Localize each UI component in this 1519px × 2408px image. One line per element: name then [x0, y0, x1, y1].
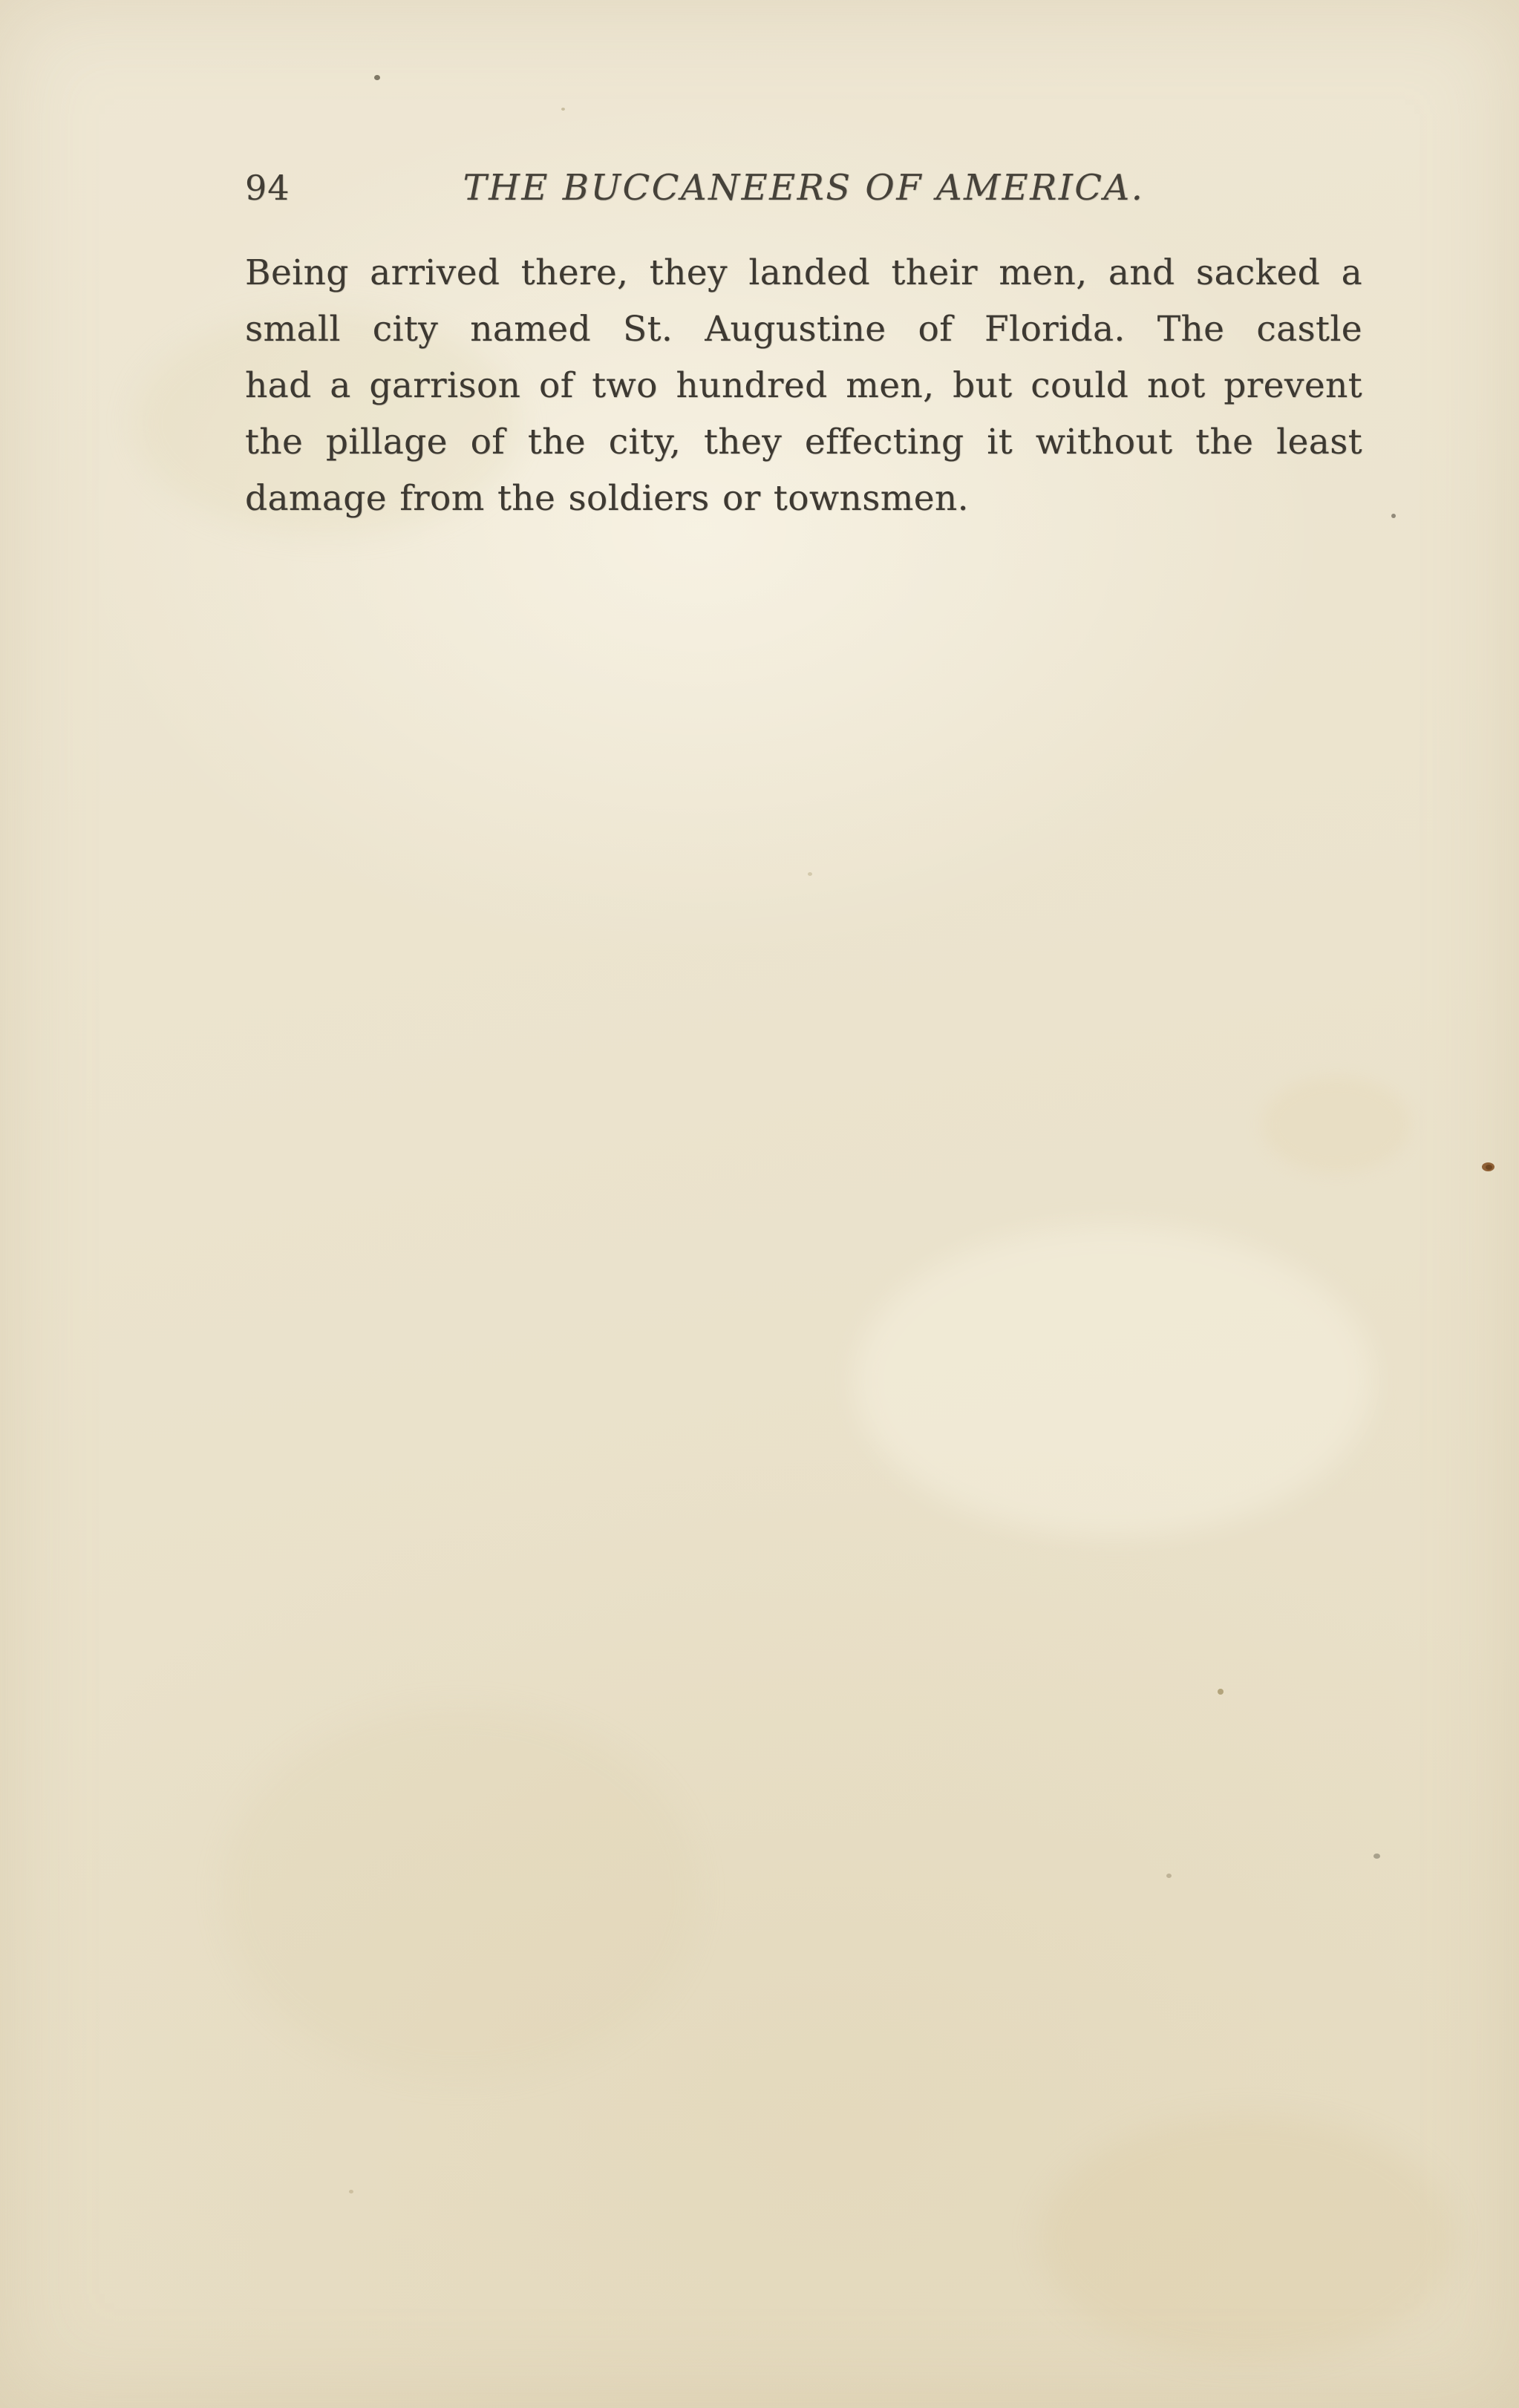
paper-speck: [1218, 1689, 1224, 1695]
paper-stain: [223, 1707, 698, 2078]
paper-speck: [561, 108, 565, 111]
paper-stain: [1262, 1076, 1411, 1173]
paper-speck: [808, 872, 812, 876]
running-title: THE BUCCANEERS OF AMERICA.: [463, 167, 1145, 209]
paper-speck: [1166, 1874, 1172, 1878]
page-header: [245, 166, 1362, 209]
paragraph-line-3: had a garrison of two hundred men, but could not prevent: [245, 365, 1362, 406]
paper-stain: [1039, 2116, 1455, 2360]
paper-stain: [854, 1225, 1373, 1537]
paragraph-line-4: the pillage of the city, they effecting it without the least: [245, 422, 1362, 462]
paper-speck: [1391, 514, 1396, 518]
paragraph-line-2: small city named St. Augustine of Florida. The castle: [245, 309, 1362, 350]
paper-speck: [1486, 1165, 1492, 1170]
paper-speck: [1373, 1854, 1380, 1859]
page-number: 94: [245, 168, 290, 208]
body-paragraph: [245, 245, 1362, 527]
paragraph-line-5: damage from the soldiers or townsmen.: [245, 478, 969, 519]
paper-speck: [1482, 1162, 1494, 1171]
paper-speck: [349, 2190, 353, 2193]
paper-speck: [374, 75, 380, 80]
paragraph-line-1: Being arrived there, they landed their men, and sacked a: [245, 252, 1362, 293]
